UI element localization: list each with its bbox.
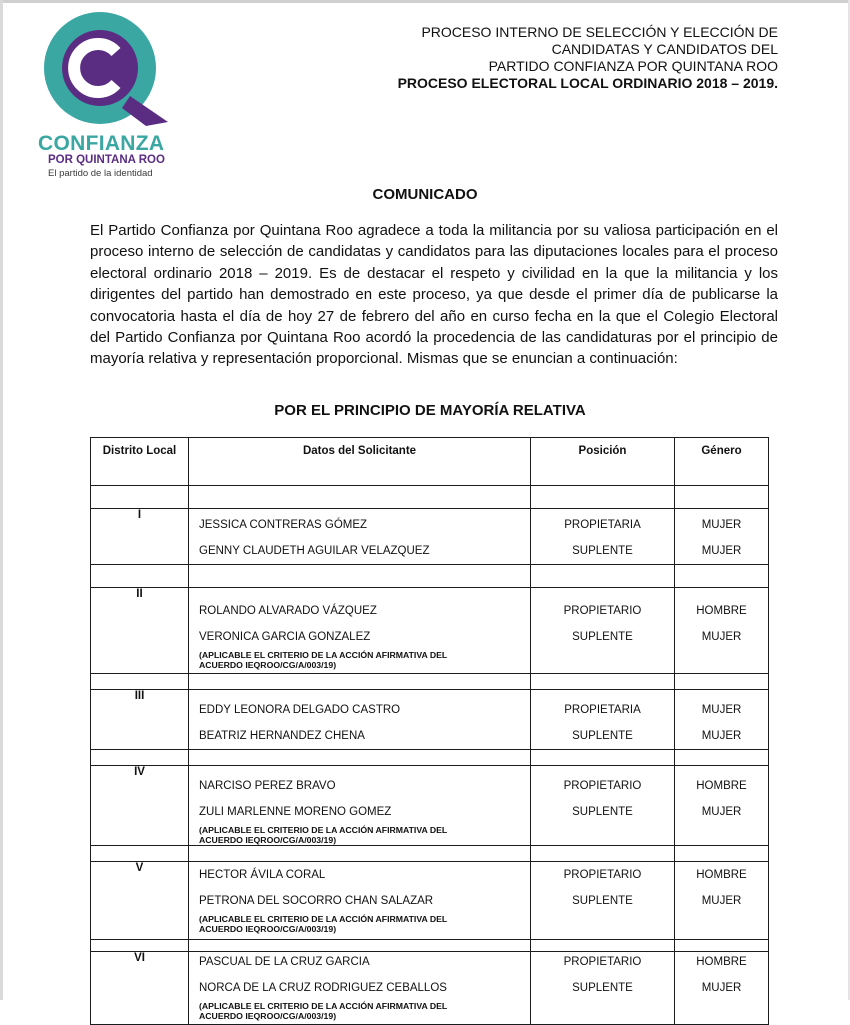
table-header-row xyxy=(91,438,769,486)
affirmative-action-note: (APLICABLE EL CRITERIO DE LA ACCIÓN AFIRMATIVA DEL ACUERDO IEQROO/CG/A/003/19) xyxy=(199,650,448,670)
position-owner: PROPIETARIA xyxy=(564,519,641,531)
gender-cell xyxy=(675,952,769,1025)
header-position: Posición xyxy=(531,438,675,486)
logo-brand-name: CONFIANZA xyxy=(38,132,165,155)
gender-cell xyxy=(675,766,769,846)
applicant-cell xyxy=(189,509,531,565)
applicant-owner: NARCISO PEREZ BRAVO xyxy=(199,780,336,792)
position-cell xyxy=(531,952,675,1025)
party-logo xyxy=(38,12,178,177)
row-gap xyxy=(91,750,769,766)
section-subtitle: POR EL PRINCIPIO DE MAYORÍA RELATIVA xyxy=(274,402,586,419)
gender-alternate: MUJER xyxy=(701,982,742,994)
document-header xyxy=(398,24,778,92)
position-alternate: SUPLENTE xyxy=(572,631,633,643)
affirmative-action-note: (APLICABLE EL CRITERIO DE LA ACCIÓN AFIRMATIVA DEL ACUERDO IEQROO/CG/A/003/19) xyxy=(199,1001,448,1021)
position-owner: PROPIETARIA xyxy=(564,704,641,716)
gender-alternate: MUJER xyxy=(701,545,742,557)
applicant-owner: HECTOR ÁVILA CORAL xyxy=(199,869,326,881)
header-line-3: PARTIDO CONFIANZA POR QUINTANA ROO xyxy=(488,58,778,74)
table-row xyxy=(91,952,769,1025)
gender-owner: MUJER xyxy=(701,519,742,531)
position-owner: PROPIETARIO xyxy=(563,869,642,881)
applicant-alternate: VERONICA GARCIA GONZALEZ xyxy=(199,631,371,643)
row-gap xyxy=(91,674,769,690)
position-alternate: SUPLENTE xyxy=(572,730,633,742)
position-alternate: SUPLENTE xyxy=(572,545,633,557)
gender-alternate: MUJER xyxy=(701,895,742,907)
position-owner: PROPIETARIO xyxy=(563,780,642,792)
applicant-owner: JESSICA CONTRERAS GÓMEZ xyxy=(199,519,368,531)
applicant-owner: EDDY LEONORA DELGADO CASTRO xyxy=(199,704,401,716)
row-gap xyxy=(91,565,769,588)
gender-alternate: MUJER xyxy=(701,631,742,643)
applicant-alternate: NORCA DE LA CRUZ RODRIGUEZ CEBALLOS xyxy=(199,982,447,994)
applicant-alternate: PETRONA DEL SOCORRO CHAN SALAZAR xyxy=(199,895,434,907)
position-cell xyxy=(531,588,675,674)
affirmative-action-note: (APLICABLE EL CRITERIO DE LA ACCIÓN AFIRMATIVA DEL ACUERDO IEQROO/CG/A/003/19) xyxy=(199,825,448,845)
position-alternate: SUPLENTE xyxy=(572,806,633,818)
position-owner: PROPIETARIO xyxy=(563,605,642,617)
affirmative-action-note: (APLICABLE EL CRITERIO DE LA ACCIÓN AFIRMATIVA DEL ACUERDO IEQROO/CG/A/003/19) xyxy=(199,914,448,934)
table-row xyxy=(91,766,769,846)
row-gap xyxy=(91,486,769,509)
district-cell: VI xyxy=(91,952,189,1025)
applicant-cell xyxy=(189,766,531,846)
gender-cell xyxy=(675,588,769,674)
gender-alternate: MUJER xyxy=(701,806,742,818)
gender-owner: HOMBRE xyxy=(696,869,747,881)
header-line-2: CANDIDATAS Y CANDIDATOS DEL xyxy=(551,41,778,57)
position-cell xyxy=(531,766,675,846)
document-title: COMUNICADO xyxy=(372,186,478,203)
candidates-table xyxy=(90,437,769,1025)
applicant-cell xyxy=(189,862,531,940)
header-line-1: PROCESO INTERNO DE SELECCIÓN Y ELECCIÓN DE xyxy=(421,24,778,40)
row-gap xyxy=(91,846,769,862)
table-row xyxy=(91,509,769,565)
gender-cell xyxy=(675,509,769,565)
header-applicant: Datos del Solicitante xyxy=(189,438,531,486)
gender-owner: HOMBRE xyxy=(696,605,747,617)
applicant-alternate: GENNY CLAUDETH AGUILAR VELAZQUEZ xyxy=(199,545,430,557)
logo-brand-sub: POR QUINTANA ROO xyxy=(48,154,165,166)
gender-owner: MUJER xyxy=(701,704,742,716)
gender-cell xyxy=(675,862,769,940)
intro-paragraph: El Partido Confianza por Quintana Roo agradece a toda la militancia por su valiosa participación en el proceso interno de selección de candidatas y candidatos para las diputaciones locales para el proceso electoral ordinario 2018 – 2019. Es de destacar el respeto y civilidad en la que la militancia y los dirigentes del partido han demostrado en este proceso, ya que desde el primer día de publicarse la convocatoria hasta el día de hoy 27 de febrero del año en curso fecha en la que el Colegio Electoral del Partido Confianza por Quintana Roo acordó la procedencia de las candidaturas por el principio de mayoría relativa y representación proporcional. Mismas que se enuncian a continuación: xyxy=(90,222,778,368)
gender-owner: HOMBRE xyxy=(696,780,747,792)
page-left-edge xyxy=(0,0,3,1000)
table-row xyxy=(91,588,769,674)
district-cell: III xyxy=(91,690,189,750)
applicant-owner: PASCUAL DE LA CRUZ GARCIA xyxy=(199,956,370,968)
gender-alternate: MUJER xyxy=(701,730,742,742)
applicant-cell xyxy=(189,690,531,750)
position-alternate: SUPLENTE xyxy=(572,982,633,994)
applicant-owner: ROLANDO ALVARADO VÁZQUEZ xyxy=(199,605,377,617)
applicant-cell xyxy=(189,588,531,674)
table-row xyxy=(91,690,769,750)
position-cell xyxy=(531,690,675,750)
district-cell: IV xyxy=(91,766,189,846)
header-district: Distrito Local xyxy=(91,438,189,486)
applicant-cell xyxy=(189,952,531,1025)
gender-cell xyxy=(675,690,769,750)
page-top-edge xyxy=(0,0,850,3)
position-cell xyxy=(531,509,675,565)
district-cell: II xyxy=(91,588,189,674)
header-line-4: PROCESO ELECTORAL LOCAL ORDINARIO 2018 – 2019. xyxy=(397,75,778,91)
position-alternate: SUPLENTE xyxy=(572,895,633,907)
district-cell: V xyxy=(91,862,189,940)
applicant-alternate: BEATRIZ HERNANDEZ CHENA xyxy=(199,730,365,742)
position-owner: PROPIETARIO xyxy=(563,956,642,968)
table-row xyxy=(91,862,769,940)
header-gender: Género xyxy=(675,438,769,486)
logo-tagline: El partido de la identidad xyxy=(48,168,153,179)
gender-owner: HOMBRE xyxy=(696,956,747,968)
confianza-q-logo-icon xyxy=(42,12,170,130)
district-cell: I xyxy=(91,509,189,565)
applicant-alternate: ZULI MARLENNE MORENO GOMEZ xyxy=(199,806,392,818)
position-cell xyxy=(531,862,675,940)
